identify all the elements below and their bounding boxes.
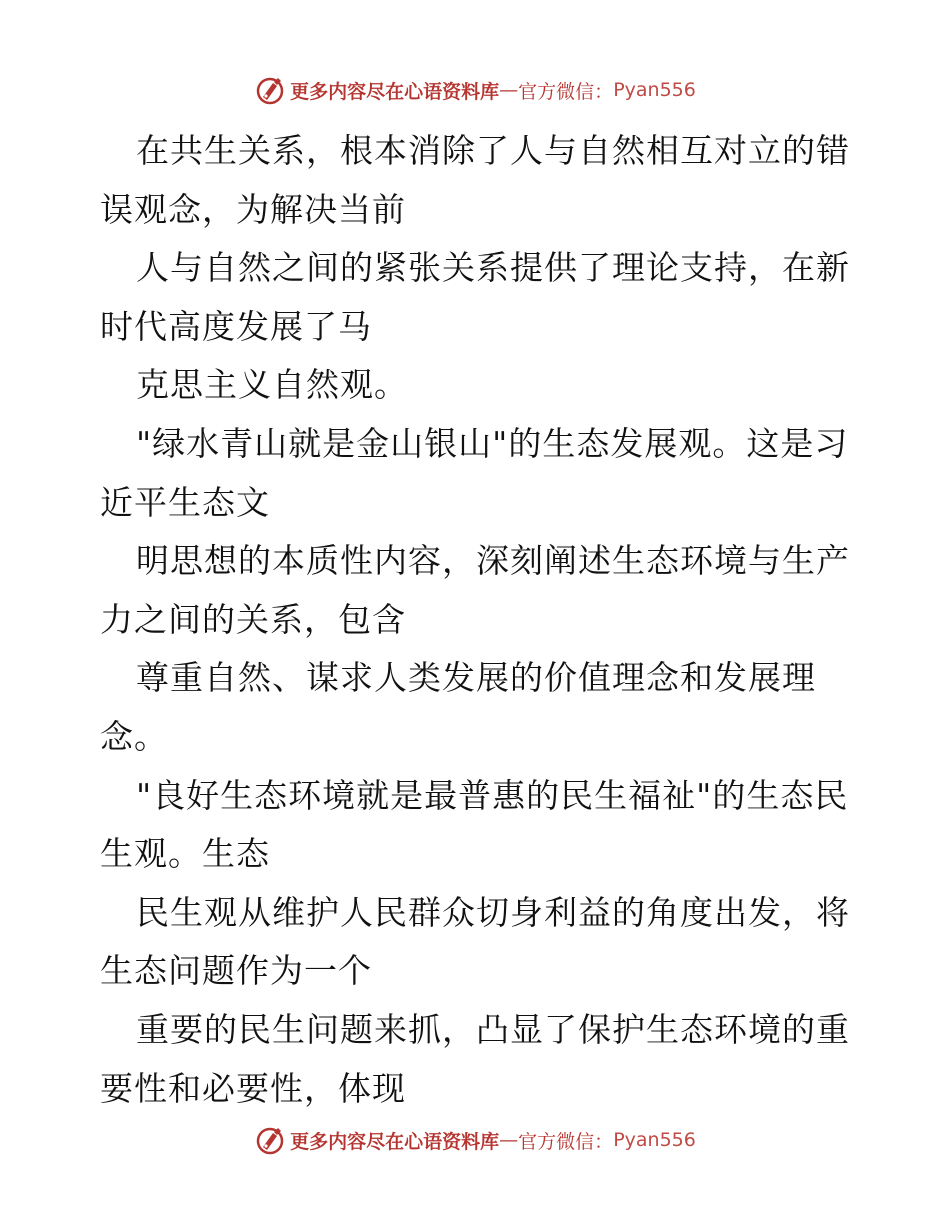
- banner-brand-text: 更多内容尽在心语资料库: [290, 1130, 500, 1153]
- text-line: 在共生关系，根本消除了人与自然相互对立的错: [136, 131, 850, 170]
- text-line: 念。: [100, 716, 168, 756]
- text-line: 重要的民生问题来抓，凸显了保护生态环境的重: [136, 1009, 850, 1049]
- text-line: 尊重自然、谋求人类发展的价值理念和发展理: [136, 658, 816, 698]
- text-line: "绿水青山就是金山银山"的生态发展观。这是习: [136, 423, 849, 463]
- banner-contact-label: 官方微信：: [518, 80, 614, 103]
- footer-watermark-banner: [0, 1120, 950, 1160]
- banner-contact-label: 官方微信：: [518, 1130, 614, 1153]
- banner-separator: —: [499, 1129, 519, 1151]
- text-line: 生态问题作为一个: [100, 951, 372, 991]
- document-body: [100, 122, 860, 1118]
- banner-wechat-handle: Pyan556: [613, 79, 696, 101]
- banner-separator: —: [499, 79, 519, 101]
- text-line: 明思想的本质性内容，深刻阐述生态环境与生产: [136, 541, 850, 581]
- banner-wechat-handle: Pyan556: [613, 1129, 696, 1151]
- text-line: 生观。生态: [100, 834, 270, 874]
- text-line: "良好生态环境就是最普惠的民生福祉"的生态民: [136, 775, 849, 815]
- header-watermark-banner: [0, 70, 950, 110]
- text-line: 要性和必要性，体现: [100, 1068, 406, 1108]
- text-line: 力之间的关系，包含: [100, 599, 406, 639]
- text-line: 近平生态文: [100, 482, 270, 522]
- banner-brand-text: 更多内容尽在心语资料库: [290, 80, 500, 103]
- text-line: 时代高度发展了马: [100, 306, 372, 346]
- text-line: 克思主义自然观。: [136, 365, 408, 405]
- text-line: 民生观从维护人民群众切身利益的角度出发，将: [136, 892, 850, 932]
- text-line: 误观念，为解决当前: [100, 189, 406, 229]
- pen-nib-icon: [254, 74, 286, 106]
- text-line: 人与自然之间的紧张关系提供了理论支持，在新: [136, 248, 850, 288]
- pen-nib-icon: [254, 1124, 286, 1156]
